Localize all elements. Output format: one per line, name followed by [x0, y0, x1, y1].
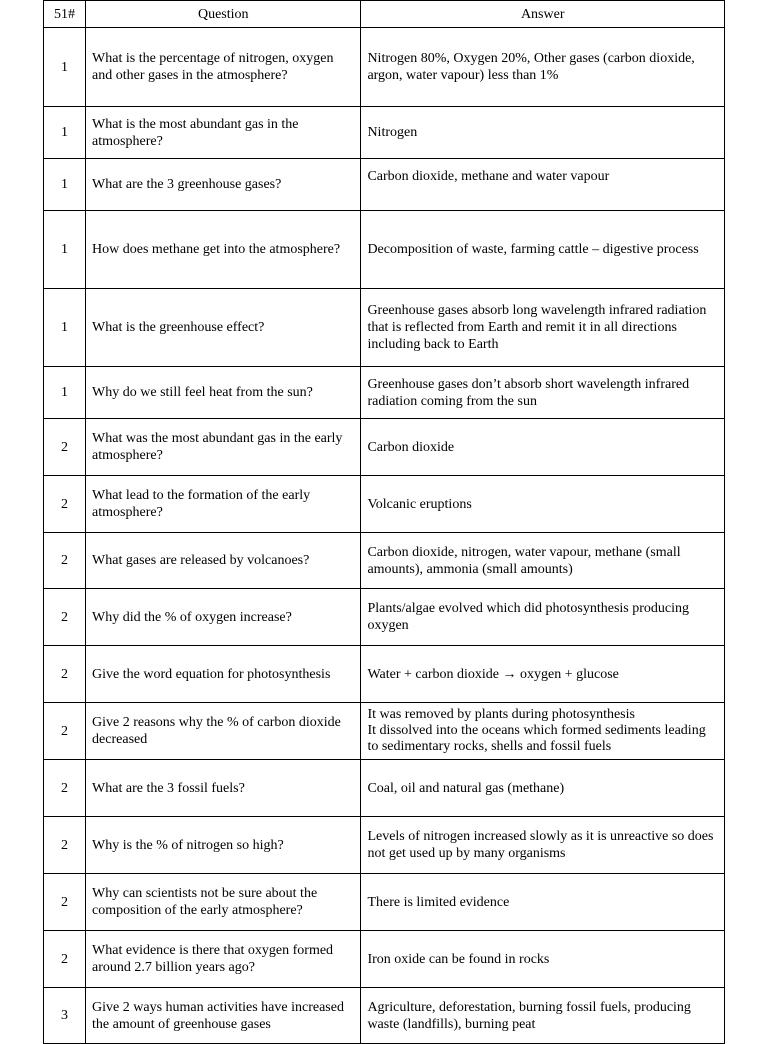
table-row [44, 874, 725, 931]
row-answer: Greenhouse gases don’t absorb short wavelength infrared radiation coming from the sun [361, 367, 725, 419]
row-answer: Volcanic eruptions [361, 476, 725, 533]
row-num: 1 [44, 289, 86, 367]
header-num: 51# [44, 1, 86, 28]
row-num: 1 [44, 107, 86, 159]
table-row [44, 476, 725, 533]
row-question: What gases are released by volcanoes? [86, 533, 361, 589]
row-num: 2 [44, 589, 86, 646]
row-answer: Greenhouse gases absorb long wavelength infrared radiation that is reflected from Earth and remit it in all directions including back to Earth [361, 289, 725, 367]
table-row [44, 159, 725, 211]
table-row [44, 28, 725, 107]
row-question: Give the word equation for photosynthesis [86, 646, 361, 703]
table-row [44, 367, 725, 419]
row-question: What is the most abundant gas in the atmosphere? [86, 107, 361, 159]
row-num: 1 [44, 28, 86, 107]
row-answer: Carbon dioxide [361, 419, 725, 476]
row-question: What is the percentage of nitrogen, oxygen and other gases in the atmosphere? [86, 28, 361, 107]
row-answer: Nitrogen 80%, Oxygen 20%, Other gases (carbon dioxide, argon, water vapour) less than 1% [361, 28, 725, 107]
row-answer: Plants/algae evolved which did photosynthesis producing oxygen [361, 589, 725, 646]
table-row [44, 107, 725, 159]
row-question: What evidence is there that oxygen formed around 2.7 billion years ago? [86, 931, 361, 988]
table-row [44, 419, 725, 476]
row-answer: Carbon dioxide, methane and water vapour [361, 159, 725, 211]
row-num: 1 [44, 211, 86, 289]
row-answer: Iron oxide can be found in rocks [361, 931, 725, 988]
row-num: 1 [44, 367, 86, 419]
table-row [44, 703, 725, 760]
table-row [44, 211, 725, 289]
header-row [44, 1, 725, 28]
row-question: What lead to the formation of the early atmosphere? [86, 476, 361, 533]
row-question: How does methane get into the atmosphere? [86, 211, 361, 289]
row-num: 2 [44, 931, 86, 988]
table-row [44, 589, 725, 646]
row-answer: Decomposition of waste, farming cattle – digestive process [361, 211, 725, 289]
row-answer: Water + carbon dioxide → oxygen + glucose [361, 646, 725, 703]
row-num: 2 [44, 703, 86, 760]
row-answer: There is limited evidence [361, 874, 725, 931]
table-row [44, 533, 725, 589]
row-question: Give 2 reasons why the % of carbon dioxide decreased [86, 703, 361, 760]
row-num: 2 [44, 760, 86, 817]
table-row [44, 931, 725, 988]
row-num: 2 [44, 476, 86, 533]
row-question: Give 2 ways human activities have increased the amount of greenhouse gases [86, 988, 361, 1044]
row-num: 3 [44, 988, 86, 1044]
table-row [44, 760, 725, 817]
row-num: 2 [44, 419, 86, 476]
row-question: Why do we still feel heat from the sun? [86, 367, 361, 419]
table-row [44, 817, 725, 874]
row-question: What was the most abundant gas in the early atmosphere? [86, 419, 361, 476]
row-question: Why can scientists not be sure about the composition of the early atmosphere? [86, 874, 361, 931]
row-question: Why did the % of oxygen increase? [86, 589, 361, 646]
row-answer: Nitrogen [361, 107, 725, 159]
row-answer: Coal, oil and natural gas (methane) [361, 760, 725, 817]
row-num: 1 [44, 159, 86, 211]
row-question: What are the 3 fossil fuels? [86, 760, 361, 817]
header-question: Question [86, 1, 361, 28]
table-row [44, 289, 725, 367]
row-question: What is the greenhouse effect? [86, 289, 361, 367]
row-question: Why is the % of nitrogen so high? [86, 817, 361, 874]
row-answer: It was removed by plants during photosynthesis It dissolved into the oceans which formed sediments leading to sedimentary rocks, shells and fossil fuels [361, 703, 725, 760]
row-num: 2 [44, 874, 86, 931]
row-num: 2 [44, 817, 86, 874]
table-row [44, 988, 725, 1044]
row-answer: Levels of nitrogen increased slowly as it is unreactive so does not get used up by many organisms [361, 817, 725, 874]
qa-table [43, 0, 725, 1044]
row-question: What are the 3 greenhouse gases? [86, 159, 361, 211]
row-answer: Carbon dioxide, nitrogen, water vapour, methane (small amounts), ammonia (small amounts) [361, 533, 725, 589]
header-answer: Answer [361, 1, 725, 28]
table-row [44, 646, 725, 703]
row-num: 2 [44, 533, 86, 589]
row-answer: Agriculture, deforestation, burning fossil fuels, producing waste (landfills), burning peat [361, 988, 725, 1044]
row-num: 2 [44, 646, 86, 703]
